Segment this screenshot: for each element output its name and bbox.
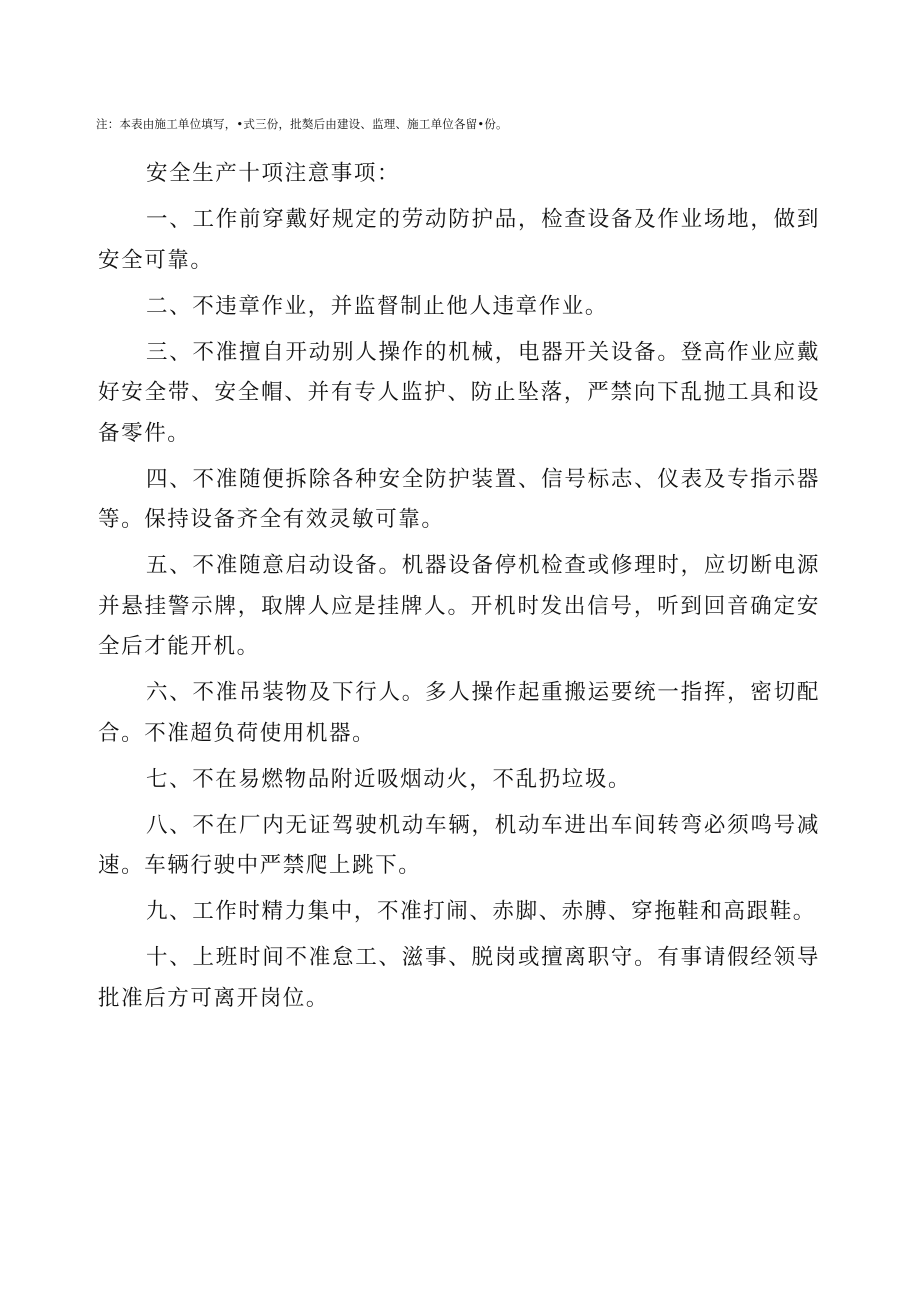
section-heading: 安全生产十项注意事项： xyxy=(146,161,401,186)
list-item: 四、不准随便拆除各种安全防护装置、信号标志、仪表及专指示器等。保持设备齐全有效灵敏可靠。 xyxy=(98,466,820,532)
list-item: 七、不在易燃物品附近吸烟动火，不乱扔垃圾。 xyxy=(146,766,632,792)
list-item: 三、不准擅自开动别人操作的机械，电器开关设备。登高作业应戴好安全带、安全帽、并有专人监护、防止坠落，严禁向下乱抛工具和设备零件。 xyxy=(98,339,820,446)
safety-notice-body xyxy=(98,154,820,1025)
list-item: 九、工作时精力集中，不准打闹、赤脚、赤膊、穿拖鞋和高跟鞋。 xyxy=(146,899,816,924)
list-item: 五、不准随意启动设备。机器设备停机检查或修理时，应切断电源并悬挂警示牌，取牌人应是挂牌人。开机时发出信号，听到回音确定安全后才能开机。 xyxy=(98,553,820,659)
form-note: 注：本表由施工单位填写，•式三份，批獒后由建设、监理、施工单位各留•份。 xyxy=(96,117,508,131)
list-item: 一、工作前穿戴好规定的劳动防护品，检查设备及作业场地，做到安全可靠。 xyxy=(98,207,820,273)
list-item: 六、不准吊装物及下行人。多人操作起重搬运要统一指挥，密切配合。不准超负荷使用机器。 xyxy=(98,680,820,746)
list-item: 八、不在厂内无证驾驶机动车辆，机动车进出车间转弯必须鸣号减速。车辆行驶中严禁爬上跳下。 xyxy=(98,812,820,878)
list-item: 二、不违章作业，并监督制止他人违章作业。 xyxy=(146,293,609,319)
list-item: 十、上班时间不准怠工、滋事、脱岗或擅离职守。有事请假经领导批准后方可离开岗位。 xyxy=(98,945,820,1011)
